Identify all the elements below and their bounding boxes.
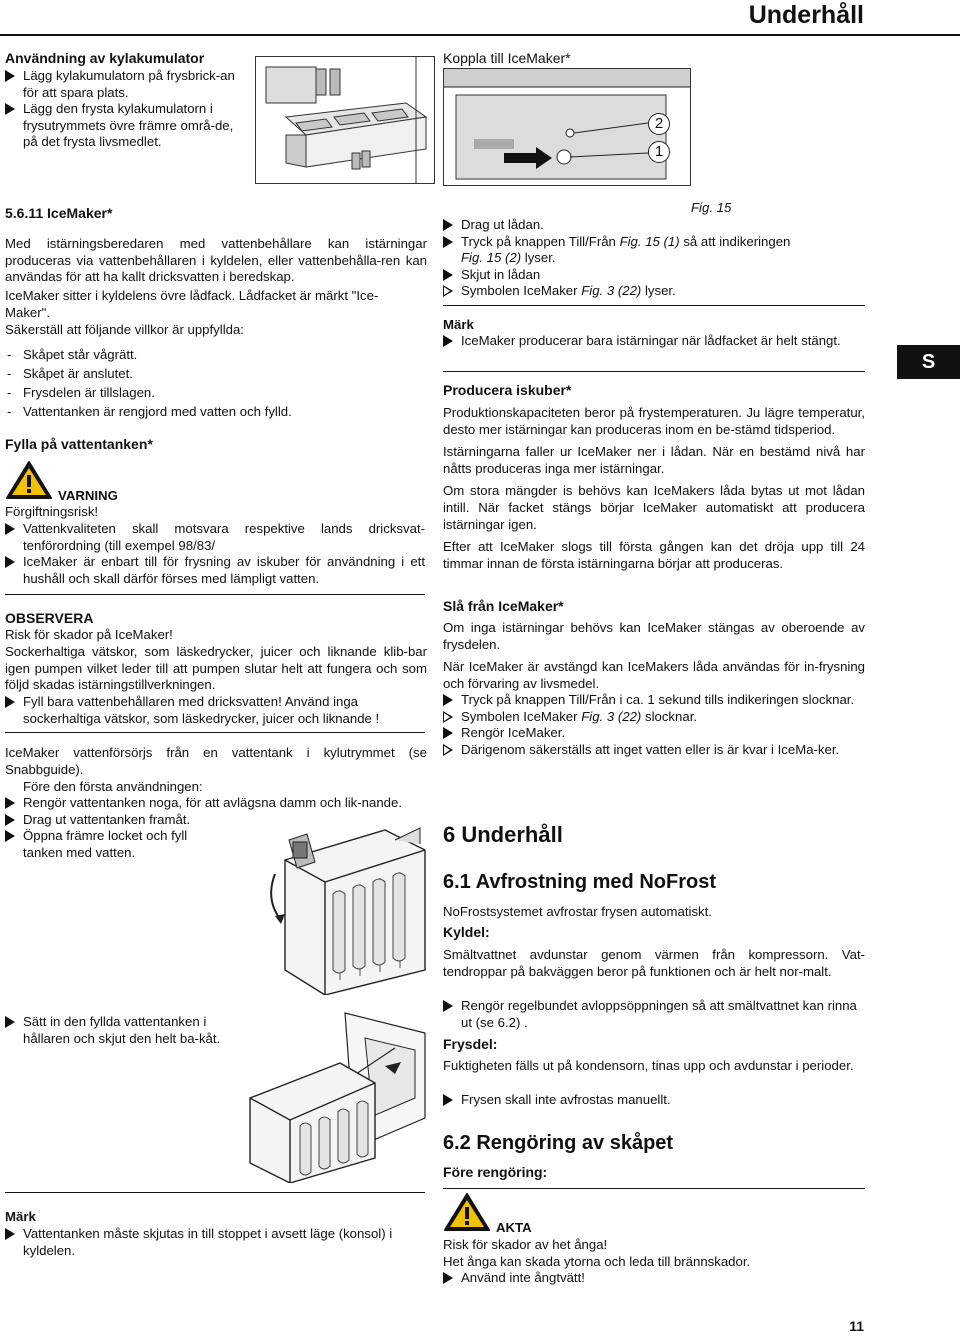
bullet-icon <box>443 236 453 248</box>
drawer-illustration <box>256 57 434 183</box>
list-item: Skjut in lådan <box>443 267 873 284</box>
divider <box>5 732 425 733</box>
turn-off-list <box>443 692 865 758</box>
produce-heading: Producera iskuber* <box>443 382 572 398</box>
list-item: Rengör vattentanken noga, för att avlägsna damm och lik-nande. <box>5 795 427 812</box>
list-item: Tryck på knappen Till/Från i ca. 1 sekund tills indikeringen slocknar. <box>443 692 865 709</box>
list-item: - Vattentanken är rengjord med vatten och fylld. <box>5 402 425 421</box>
page-number: 11 <box>849 1318 864 1334</box>
caution-subtitle: Risk för skador av het ånga! <box>443 1237 608 1252</box>
before-first-use: Före den första användningen: <box>23 779 203 794</box>
turn-off-text: Om inga istärningar behövs kan IceMaker stängas av oberoende av frysdelen. När IceMaker är avstängd kan IceMakers låda användas för in-frysning och förvaring av livsmedel. <box>443 620 865 691</box>
list-item: Vattenkvaliteten skall motsvara respektive lands dricksvat-tenförordning (till exempel 98/83/ <box>5 521 425 554</box>
bullet-icon <box>443 335 453 347</box>
caution-title: AKTA <box>496 1220 532 1235</box>
produce-text: Produktionskapaciteten beror på frystemperaturen. Ju lägre temperatur, desto mer istärningar kan produceras inom en be-stämd tidsperiod. Istärningarna faller ur IceMaker ner i lådan. När en bestämd nivå har nåtts produceras inga mer istärningar. Om stora mängder is behövs kan IceMakers låda bytas ut mot lådan intill. När facket stängs börjar IceMaker automatiskt att producera istärningar igen. Efter att IceMaker slogs till första gången kan det dröja upp till 24 timmar innan de första istärningarna börjar att produceras. <box>443 405 865 571</box>
icemaker-heading: 5.6.11 IceMaker* <box>5 205 113 221</box>
bullet-icon <box>5 830 15 842</box>
list-item: Sätt in den fyllda vattentanken i hållaren och skjut den helt ba-kåt. <box>5 1014 235 1047</box>
bullet-icon <box>5 556 15 568</box>
obs-text: Sockerhaltiga vätskor, som läskedrycker, juicer och liknande klib-bar igen pumpen vilket leder till att pumpen slutar helt att fungera och som följd skadas istärningstillverkningen. <box>5 644 427 693</box>
warning-subtitle: Förgiftningsrisk! <box>5 504 99 519</box>
bullet-icon <box>443 1094 453 1106</box>
divider <box>5 594 425 595</box>
list-item: Fyll bara vattenbehållaren med dricksvatten! Använd inga sockerhaltiga vätskor, som läskedrycker, juicer och liknande ! <box>5 694 427 727</box>
divider <box>443 371 865 372</box>
list-item: Vattentanken måste skjutas in till stoppet i avsett läge (konsol) i kyldelen. <box>5 1226 425 1259</box>
result-icon <box>443 744 453 756</box>
bullet-icon <box>5 696 15 708</box>
kylakumulator-list <box>5 68 245 151</box>
bullet-icon <box>5 797 15 809</box>
obs-subtitle: Risk för skador på IceMaker! <box>5 627 173 642</box>
list-item: - Skåpet står vågrätt. <box>5 345 425 364</box>
icemaker-intro: Med istärningsberedaren med vattenbehållare kan istärningar produceras via vattenbehållaren i kyldelen, eller vattenbehålla-ren kan användas för att ha kallt dricksvatten i beredskap. <box>5 236 427 285</box>
callout-2: 2 <box>648 113 670 135</box>
divider <box>443 305 865 306</box>
supply-text: IceMaker vattenförsörjs från en vattentank i kylutrymmet (se Snabbguide). <box>5 745 427 777</box>
obs-title: OBSERVERA <box>5 610 94 626</box>
bullet-icon <box>443 1000 453 1012</box>
bullet-icon <box>443 219 453 231</box>
insert-list <box>5 1014 235 1047</box>
before-cleaning: Före rengöring: <box>443 1164 548 1180</box>
list-item: Tryck på knappen Till/Från Fig. 15 (1) så att indikeringen <box>443 234 873 251</box>
list-item: Frysen skall inte avfrostas manuellt. <box>443 1092 865 1109</box>
caution-list <box>443 1270 865 1287</box>
connect-steps <box>443 217 873 300</box>
bullet-icon <box>443 1272 453 1284</box>
fig-15 <box>443 68 691 186</box>
list-item: Rengör regelbundet avloppsöppningen så att smältvattnet kan rinna ut (se 6.2) . <box>443 998 865 1031</box>
note-title-left: Märk <box>5 1209 36 1224</box>
icemaker-location: IceMaker sitter i kyldelens övre lådfack. Lådfacket är märkt "Ice- Maker". <box>5 288 379 320</box>
divider <box>443 1188 865 1189</box>
bullet-icon <box>5 814 15 826</box>
turn-off-heading: Slå från IceMaker* <box>443 598 564 614</box>
header-rule <box>0 34 960 36</box>
kyldel-text: Smältvattnet avdunstar genom värmen från kompressorn. Vat-tendroppar på bakväggen beror på funktionen och är helt nor-malt. <box>443 947 865 979</box>
list-item: Rengör IceMaker. <box>443 725 865 742</box>
connect-heading: Koppla till IceMaker* <box>443 50 571 66</box>
list-item: Fig. 15 (2) lyser. <box>461 250 556 266</box>
language-tab: S <box>897 345 960 379</box>
water-tank-figure-insert <box>245 1008 430 1183</box>
list-item: - Frysdelen är tillslagen. <box>5 383 425 402</box>
section-6-1-heading: 6.1 Avfrostning med NoFrost <box>443 871 716 893</box>
kylakumulator-heading: Användning av kylakumulator <box>5 50 205 66</box>
kylakumulator-figure <box>255 56 435 184</box>
list-item: Öppna främre locket och fyll tanken med vatten. <box>5 828 223 861</box>
bullet-icon <box>5 1016 15 1028</box>
bullet-icon <box>443 694 453 706</box>
caution-icon <box>443 1192 491 1237</box>
chapter-6-heading: 6 Underhåll <box>443 822 563 847</box>
frysdel-text: Fuktigheten fälls ut på kondensorn, tinas upp och avdunstar i perioder. <box>443 1058 854 1073</box>
callout-1: 1 <box>648 141 670 163</box>
list-item: Symbolen IceMaker Fig. 3 (22) slocknar. <box>443 709 865 726</box>
divider <box>5 1192 425 1193</box>
note-list-right <box>443 333 865 350</box>
list-item: Lägg kylakumulatorn på frysbrick-an för att spara plats. <box>5 68 245 101</box>
obs-list <box>5 694 427 727</box>
warning-title: VARNING <box>58 488 118 503</box>
bullet-icon <box>5 70 15 82</box>
kyldel-heading: Kyldel: <box>443 924 490 940</box>
header-title: Underhåll <box>748 1 864 29</box>
list-item: Drag ut lådan. <box>443 217 873 234</box>
list-item: IceMaker är enbart till för frysning av iskuber för användning i ett hushåll och skall därför förses med lämpligt vatten. <box>5 554 425 587</box>
list-item: Använd inte ångtvätt! <box>443 1270 865 1287</box>
note-title-right: Märk <box>443 317 474 332</box>
warning-icon <box>5 460 53 505</box>
note-list-left <box>5 1226 425 1259</box>
result-icon <box>443 285 453 297</box>
result-icon <box>443 711 453 723</box>
conditions-list <box>5 345 425 421</box>
bullet-icon <box>443 269 453 281</box>
list-item: Symbolen IceMaker Fig. 3 (22) lyser. <box>443 283 873 300</box>
bullet-icon <box>5 523 15 535</box>
water-tank-figure-open <box>245 820 430 995</box>
frysdel-heading: Frysdel: <box>443 1036 498 1052</box>
page-header <box>0 0 960 34</box>
bullet-icon <box>443 727 453 739</box>
conditions-intro: Säkerställ att följande villkor är uppfyllda: <box>5 322 244 337</box>
list-item: Lägg den frysta kylakumulatorn i frysutrymmets övre främre områ-de, på det frysta livsmedlet. <box>5 101 245 151</box>
kyldel-list <box>443 998 865 1031</box>
bullet-icon <box>5 103 15 115</box>
frysdel-list <box>443 1092 865 1109</box>
list-item: IceMaker producerar bara istärningar när lådfacket är helt stängt. <box>443 333 865 350</box>
fill-tank-heading: Fylla på vattentanken* <box>5 436 153 452</box>
warning-list <box>5 521 425 587</box>
nofrost-text: NoFrostsystemet avfrostar frysen automatiskt. <box>443 904 712 919</box>
list-item: - Skåpet är anslutet. <box>5 364 425 383</box>
list-item: Drag ut vattentanken framåt. <box>5 812 425 829</box>
list-item: Därigenom säkerställs att inget vatten eller is är kvar i IceMa-ker. <box>443 742 865 759</box>
section-6-2-heading: 6.2 Rengöring av skåpet <box>443 1132 674 1154</box>
caution-text: Het ånga kan skada ytorna och leda till brännskador. <box>443 1254 751 1269</box>
bullet-icon <box>5 1228 15 1240</box>
fig-15-label: Fig. 15 <box>691 200 732 215</box>
